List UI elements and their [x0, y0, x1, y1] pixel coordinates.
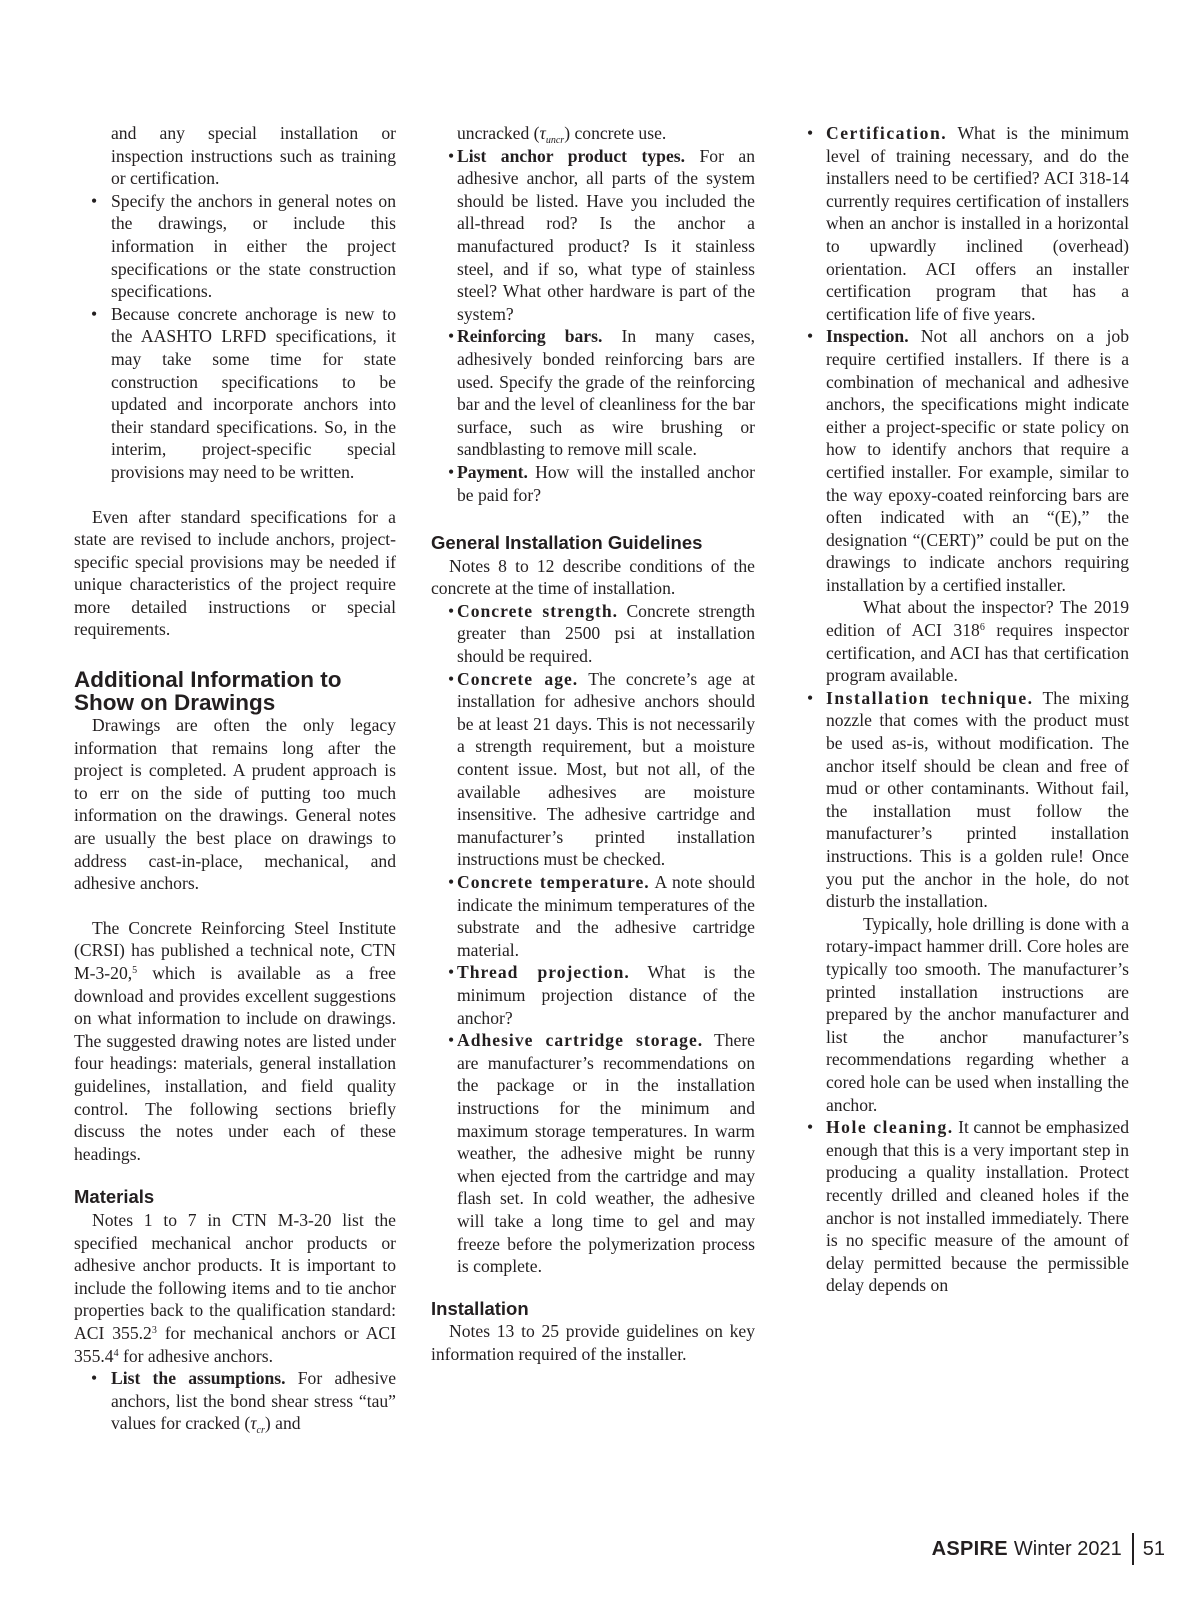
- column-1: [74, 122, 396, 1435]
- list-item: • Concrete temperature. A note should indicate the minimum temperatures of the substrate and the adhesive cartridge material.: [431, 871, 755, 961]
- magazine-brand: ASPIRE: [931, 1537, 1008, 1560]
- paragraph: What about the inspector? The 2019 edition of ACI $318^6$ requires inspector certification, and ACI has that certification program available.: [826, 597, 1130, 686]
- list-item: • Payment. How will the installed anchor be paid for?: [431, 461, 755, 506]
- list-item: • Specify the anchors in general notes on the drawings, or include this information in either the project specifications or the state construction specifications.: [74, 190, 396, 303]
- subsection-heading-installation: Installation: [431, 1297, 529, 1319]
- column-2: [431, 122, 755, 1365]
- list-item: • Because concrete anchorage is new to the AASHTO LRFD specifications, it may take some time for state construction specifications to be updated and incorporate anchors into their standard specifications. So, in the interim, project-specific special provisions may need to be written.: [74, 303, 396, 484]
- paragraph: Drawings are often the only legacy information that remains long after the project is completed. A prudent approach is to err on the side of putting too much information on the drawings. General notes are usually the best place on drawings to address cast-in-place, mechanical, and adhesive anchors.: [74, 715, 396, 894]
- paragraph: Typically, hole drilling is done with a rotary-impact hammer drill. Core holes are typically too smooth. The manufacturer’s printed installation instructions are prepared by the anchor manufacturer and list the anchor manufacturer’s recommendations regarding whether a cored hole can be used when installing the anchor.: [826, 913, 1129, 1115]
- bullet-list: [431, 145, 755, 507]
- bullet-list: [807, 122, 1129, 1297]
- paragraph: Even after standard specifications for a state are revised to include anchors, project-specific special provisions may be needed if unique characteristics of the project require more detailed instructions or special requirements.: [74, 506, 396, 640]
- list-item: • Adhesive cartridge storage. There are manufacturer’s recommendations on the package or in the installation instructions for the minimum and maximum storage temperatures. In warm weather, the adhesive might be runny when ejected from the cartridge and may flash set. In cold weather, the adhesive will take a long time to gel and may freeze before the polymerization process is complete.: [431, 1029, 755, 1278]
- list-item: • Reinforcing bars. In many cases, adhesively bonded reinforcing bars are used. Specify the grade of the reinforcing bar and the level of cleanliness for the bar surface, such as wire brushing or sandblasting to remove mill scale.: [431, 325, 755, 461]
- reference-superscript: 6: [979, 622, 985, 634]
- section-heading: Additional Information to Show on Drawings: [74, 667, 342, 716]
- list-item: • Installation technique. The mixing nozzle that comes with the product must be used as-is, without modification. The anchor itself should be clean and free of mud or other contaminants. Without fail, the installation must follow the manufacturer’s printed installation instructions. This is a golden rule! Once you put the anchor in the hole, do not disturb the installation. Typically, hole drilling is done with a rotary-impact hammer drill. Core holes are typically too smooth. The manufacturer’s printed installation instructions are prepared by the anchor manufacturer and list the anchor manufacturer’s recommendations regarding whether a cored hole can be used when installing the anchor.: [807, 687, 1129, 1116]
- paragraph: Notes 1 to 7 in CTN M-3-20 list the specified mechanical anchor products or adhesive anchor products. It is important to include the following items and to tie anchor properties back to the qualification standard: ACI 355.2$^3$ for mechanical anchors or ACI 355.4$^4$ for adhesive anchors.: [74, 1209, 396, 1366]
- list-item: • Certification. What is the minimum level of training necessary, and do the installers need to be certified? ACI 318-14 currently requires certification of installers when an anchor is installed in a horizontal to upwardly inclined (overhead) orientation. ACI offers an installer certification program that has a certification life of five years.: [807, 122, 1129, 325]
- issue-label: Winter 2021: [1013, 1537, 1122, 1560]
- list-item: • Thread projection. What is the minimum projection distance of the anchor?: [431, 961, 755, 1029]
- page-footer: [932, 1532, 1165, 1566]
- bullet-list: [74, 1367, 396, 1435]
- list-item: • List anchor product types. For an adhesive anchor, all parts of the system should be listed. Have you included the all-thread rod? Is the anchor a manufactured product? Is it stainless steel, and if so, what type of stainless steel? What other hardware is part of the system?: [431, 145, 755, 326]
- list-item: • Hole cleaning. It cannot be emphasized enough that this is a very important step in producing a quality installation. Protect recently drilled and cleaned holes if the anchor is not installed immediately. There is no specific measure of the amount of delay permitted because the permissible delay depends on: [807, 1116, 1129, 1297]
- list-item: • Concrete age. The concrete’s age at installation for adhesive anchors should be at least 21 days. This is not necessarily a strength requirement, but a moisture content issue. Most, but not all, of the available adhesives are moisture insensitive. The adhesive cartridge and manufacturer’s printed installation instructions must be checked.: [431, 668, 755, 871]
- paragraph: Notes 13 to 25 provide guidelines on key information required of the installer.: [431, 1321, 755, 1364]
- paragraph: The Concrete Reinforcing Steel Institute (CRSI) has published a technical note, CTN M-3-20,$^5$ which is available as a free download and provides excellent suggestions on what information to include on drawings. The suggested drawing notes are listed under four headings: materials, general installation guidelines, installation, and field quality control. The following sections briefly discuss the notes under each of these headings.: [74, 917, 396, 1164]
- paragraph-continuation: and any special installation or inspection instructions such as training or certification.: [111, 123, 396, 189]
- paragraph: Notes 8 to 12 describe conditions of the concrete at the time of installation.: [431, 555, 755, 599]
- paragraph-continuation: uncracked $(\tau_{uncr})$ concrete use.: [457, 123, 667, 146]
- column-3: [807, 122, 1129, 1297]
- footer-divider: [1132, 1533, 1134, 1565]
- page-number: 51: [1142, 1537, 1165, 1560]
- list-item: • Inspection. Not all anchors on a job require certified installers. If there is a combination of mechanical and adhesive anchors, the specifications might indicate either a project-specific or state policy on how to identify anchors that require a certified installer. For example, similar to the way epoxy-coated reinforcing bars are often indicated with an “(E),” the designation “(CERT)” could be put on the drawings to indicate anchors requiring installation by a certified installer. What about the inspector? The 2019 edition of ACI $318^6$ requires inspector certification, and ACI has that certification program available.: [807, 325, 1129, 687]
- reference-superscript: 3: [151, 1324, 157, 1336]
- list-item: • List the assumptions. For adhesive anchors, list the bond shear stress “tau” values for cracked $(\tau_{cr})$ and: [74, 1367, 396, 1435]
- list-item: • Concrete strength. Concrete strength greater than 2500 psi at installation should be required.: [431, 600, 755, 668]
- reference-superscript: 4: [113, 1347, 119, 1359]
- reference-superscript: 5: [132, 965, 138, 976]
- bullet-list: [431, 600, 755, 1278]
- subsection-heading-materials: Materials: [74, 1186, 155, 1208]
- bullet-list: [74, 190, 396, 484]
- subsection-heading-general-installation: General Installation Guidelines: [431, 532, 703, 554]
